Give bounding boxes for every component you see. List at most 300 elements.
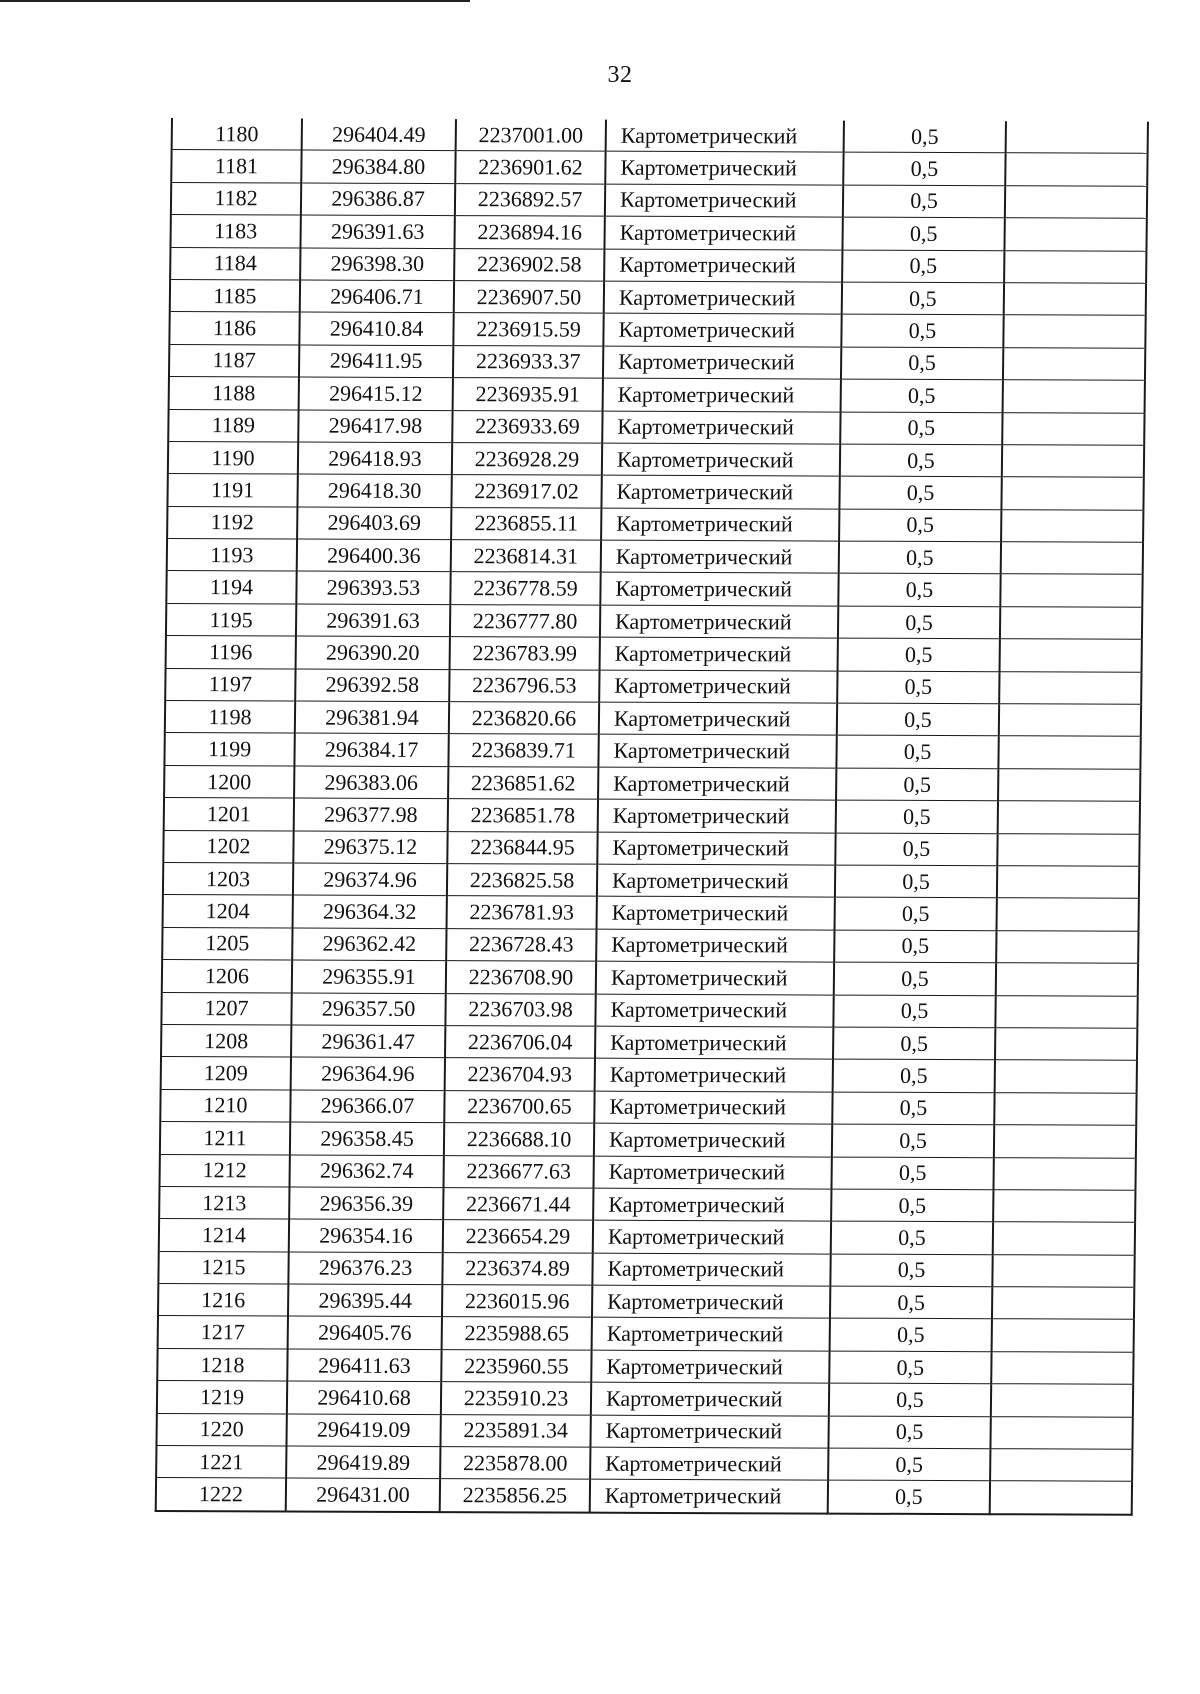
x-coordinate-cell: 296374.96 bbox=[293, 863, 447, 896]
method-cell: Картометрический bbox=[600, 637, 838, 670]
accuracy-cell: 0,5 bbox=[831, 1221, 993, 1254]
y-coordinate-cell: 2236677.63 bbox=[443, 1155, 593, 1188]
accuracy-cell: 0,5 bbox=[829, 1351, 991, 1384]
table-row bbox=[164, 733, 1140, 769]
point-number-cell: 1199 bbox=[164, 733, 294, 766]
accuracy-cell: 0,5 bbox=[838, 638, 1000, 671]
note-cell bbox=[997, 833, 1139, 866]
accuracy-cell: 0,5 bbox=[838, 606, 1000, 639]
table-row bbox=[162, 927, 1138, 963]
y-coordinate-cell: 2236907.50 bbox=[454, 281, 604, 314]
method-cell: Картометрический bbox=[597, 897, 835, 930]
accuracy-cell: 0,5 bbox=[841, 314, 1003, 347]
accuracy-cell: 0,5 bbox=[830, 1286, 992, 1319]
accuracy-cell: 0,5 bbox=[828, 1448, 990, 1481]
accuracy-cell: 0,5 bbox=[829, 1383, 991, 1416]
point-number-cell: 1217 bbox=[158, 1316, 288, 1349]
table-row bbox=[163, 830, 1139, 866]
y-coordinate-cell: 2235891.34 bbox=[440, 1414, 590, 1447]
point-number-cell: 1200 bbox=[164, 765, 294, 798]
method-cell: Картометрический bbox=[595, 1026, 833, 1059]
point-number-cell: 1198 bbox=[165, 701, 295, 734]
y-coordinate-cell: 2235988.65 bbox=[442, 1317, 592, 1350]
note-cell bbox=[996, 930, 1138, 963]
accuracy-cell: 0,5 bbox=[837, 671, 999, 704]
point-number-cell: 1211 bbox=[160, 1122, 290, 1155]
method-cell: Картометрический bbox=[602, 443, 840, 476]
y-coordinate-cell: 2236902.58 bbox=[454, 248, 604, 281]
y-coordinate-cell: 2237001.00 bbox=[456, 119, 606, 151]
table-row bbox=[167, 539, 1143, 575]
x-coordinate-cell: 296393.53 bbox=[296, 571, 450, 604]
x-coordinate-cell: 296405.76 bbox=[288, 1316, 442, 1349]
table-row bbox=[167, 474, 1143, 510]
x-coordinate-cell: 296403.69 bbox=[297, 507, 451, 540]
note-cell bbox=[1005, 185, 1147, 218]
x-coordinate-cell: 296384.17 bbox=[294, 733, 448, 766]
method-cell: Картометрический bbox=[590, 1447, 828, 1480]
table-row bbox=[170, 247, 1146, 283]
point-number-cell: 1207 bbox=[161, 992, 291, 1025]
y-coordinate-cell: 2236778.59 bbox=[450, 572, 600, 605]
x-coordinate-cell: 296406.71 bbox=[300, 280, 454, 313]
accuracy-cell: 0,5 bbox=[839, 476, 1001, 509]
method-cell: Картометрический bbox=[605, 184, 843, 217]
point-number-cell: 1191 bbox=[167, 474, 297, 507]
x-coordinate-cell: 296355.91 bbox=[292, 960, 446, 993]
x-coordinate-cell: 296362.42 bbox=[292, 928, 446, 961]
y-coordinate-cell: 2236855.11 bbox=[451, 507, 601, 540]
point-number-cell: 1180 bbox=[172, 118, 302, 150]
table-row bbox=[169, 377, 1145, 413]
accuracy-cell: 0,5 bbox=[831, 1157, 993, 1190]
y-coordinate-cell: 2236933.37 bbox=[453, 345, 603, 378]
method-cell: Картометрический bbox=[595, 1058, 833, 1091]
x-coordinate-cell: 296375.12 bbox=[293, 831, 447, 864]
point-number-cell: 1206 bbox=[162, 960, 292, 993]
x-coordinate-cell: 296415.12 bbox=[299, 377, 453, 410]
y-coordinate-cell: 2236915.59 bbox=[453, 313, 603, 346]
point-number-cell: 1203 bbox=[163, 862, 293, 895]
table-row bbox=[161, 1057, 1137, 1093]
point-number-cell: 1202 bbox=[163, 830, 293, 863]
table-row bbox=[159, 1186, 1135, 1222]
table-row bbox=[171, 150, 1147, 186]
table-row bbox=[169, 344, 1145, 380]
table-row bbox=[167, 506, 1143, 542]
y-coordinate-cell: 2236706.04 bbox=[445, 1026, 595, 1059]
note-cell bbox=[999, 704, 1141, 737]
y-coordinate-cell: 2236015.96 bbox=[442, 1285, 592, 1318]
note-cell bbox=[997, 898, 1139, 931]
y-coordinate-cell: 2236796.53 bbox=[449, 669, 599, 702]
y-coordinate-cell: 2236374.89 bbox=[442, 1252, 592, 1285]
method-cell: Картометрический bbox=[606, 120, 844, 153]
x-coordinate-cell: 296366.07 bbox=[290, 1090, 444, 1123]
accuracy-cell: 0,5 bbox=[836, 800, 998, 833]
note-cell bbox=[1006, 121, 1148, 153]
table-row bbox=[161, 992, 1137, 1028]
note-cell bbox=[1001, 542, 1143, 575]
note-cell bbox=[1003, 315, 1145, 348]
method-cell: Картометрический bbox=[604, 249, 842, 282]
x-coordinate-cell: 296356.39 bbox=[289, 1187, 443, 1220]
x-coordinate-cell: 296395.44 bbox=[288, 1284, 442, 1317]
point-number-cell: 1201 bbox=[164, 798, 294, 831]
accuracy-cell: 0,5 bbox=[833, 1059, 995, 1092]
point-number-cell: 1204 bbox=[163, 895, 293, 928]
note-cell bbox=[994, 1092, 1136, 1125]
point-number-cell: 1189 bbox=[168, 409, 298, 442]
y-coordinate-cell: 2236777.80 bbox=[450, 604, 600, 637]
note-cell bbox=[994, 1125, 1136, 1158]
x-coordinate-cell: 296384.80 bbox=[301, 150, 455, 183]
method-cell: Картометрический bbox=[594, 1091, 832, 1124]
table-row bbox=[166, 636, 1142, 672]
x-coordinate-cell: 296418.30 bbox=[297, 474, 451, 507]
accuracy-cell: 0,5 bbox=[835, 833, 997, 866]
point-number-cell: 1213 bbox=[159, 1186, 289, 1219]
table-row bbox=[161, 1024, 1137, 1060]
point-number-cell: 1209 bbox=[161, 1057, 291, 1090]
point-number-cell: 1197 bbox=[165, 668, 295, 701]
x-coordinate-cell: 296419.89 bbox=[286, 1446, 440, 1479]
accuracy-cell: 0,5 bbox=[836, 736, 998, 769]
table-row bbox=[158, 1316, 1134, 1352]
point-number-cell: 1208 bbox=[161, 1024, 291, 1057]
accuracy-cell: 0,5 bbox=[828, 1416, 990, 1449]
x-coordinate-cell: 296357.50 bbox=[291, 993, 445, 1026]
method-cell: Картометрический bbox=[603, 378, 841, 411]
accuracy-cell: 0,5 bbox=[830, 1254, 992, 1287]
note-cell bbox=[995, 1060, 1137, 1093]
y-coordinate-cell: 2236783.99 bbox=[450, 637, 600, 670]
method-cell: Картометрический bbox=[604, 216, 842, 249]
point-number-cell: 1188 bbox=[169, 377, 299, 410]
note-cell bbox=[1000, 639, 1142, 672]
table-row bbox=[166, 571, 1142, 607]
point-number-cell: 1210 bbox=[160, 1089, 290, 1122]
note-cell bbox=[992, 1254, 1134, 1287]
y-coordinate-cell: 2236703.98 bbox=[445, 993, 595, 1026]
accuracy-cell: 0,5 bbox=[841, 379, 1003, 412]
note-cell bbox=[1005, 153, 1147, 186]
y-coordinate-cell: 2236851.62 bbox=[448, 766, 598, 799]
method-cell: Картометрический bbox=[603, 346, 841, 379]
y-coordinate-cell: 2236671.44 bbox=[443, 1187, 593, 1220]
table-row bbox=[165, 701, 1141, 737]
x-coordinate-cell: 296411.63 bbox=[287, 1349, 441, 1382]
accuracy-cell: 0,5 bbox=[842, 250, 1004, 283]
point-number-cell: 1222 bbox=[156, 1478, 286, 1511]
point-number-cell: 1185 bbox=[170, 279, 300, 312]
method-cell: Картометрический bbox=[593, 1220, 831, 1253]
accuracy-cell: 0,5 bbox=[839, 509, 1001, 542]
point-number-cell: 1181 bbox=[171, 150, 301, 183]
point-number-cell: 1220 bbox=[156, 1413, 286, 1446]
note-cell bbox=[992, 1287, 1134, 1320]
method-cell: Картометрический bbox=[601, 540, 839, 573]
x-coordinate-cell: 296391.63 bbox=[296, 604, 450, 637]
table-row bbox=[164, 765, 1140, 801]
x-coordinate-cell: 296361.47 bbox=[291, 1025, 445, 1058]
method-cell: Картометрический bbox=[598, 799, 836, 832]
y-coordinate-cell: 2236928.29 bbox=[452, 442, 602, 475]
table-row bbox=[164, 798, 1140, 834]
top-border-line bbox=[0, 0, 470, 2]
accuracy-cell: 0,5 bbox=[840, 412, 1002, 445]
y-coordinate-cell: 2236781.93 bbox=[447, 896, 597, 929]
table-row bbox=[165, 668, 1141, 704]
x-coordinate-cell: 296392.58 bbox=[295, 669, 449, 702]
coordinates-table bbox=[155, 118, 1149, 1516]
y-coordinate-cell: 2235856.25 bbox=[440, 1479, 590, 1512]
method-cell: Картометрический bbox=[592, 1253, 830, 1286]
y-coordinate-cell: 2236851.78 bbox=[448, 799, 598, 832]
note-cell bbox=[993, 1190, 1135, 1223]
method-cell: Картометрический bbox=[598, 735, 836, 768]
table-row bbox=[160, 1154, 1136, 1190]
method-cell: Картометрический bbox=[601, 475, 839, 508]
y-coordinate-cell: 2236933.69 bbox=[452, 410, 602, 443]
accuracy-cell: 0,5 bbox=[838, 574, 1000, 607]
y-coordinate-cell: 2236825.58 bbox=[447, 864, 597, 897]
method-cell: Картометрический bbox=[594, 1123, 832, 1156]
table-row bbox=[158, 1284, 1134, 1320]
x-coordinate-cell: 296364.96 bbox=[291, 1057, 445, 1090]
accuracy-cell: 0,5 bbox=[844, 121, 1006, 154]
x-coordinate-cell: 296410.84 bbox=[299, 312, 453, 345]
x-coordinate-cell: 296358.45 bbox=[290, 1122, 444, 1155]
table-row bbox=[158, 1251, 1134, 1287]
note-cell bbox=[991, 1352, 1133, 1385]
accuracy-cell: 0,5 bbox=[834, 962, 996, 995]
accuracy-cell: 0,5 bbox=[832, 1092, 994, 1125]
method-cell: Картометрический bbox=[602, 411, 840, 444]
method-cell: Картометрический bbox=[595, 994, 833, 1027]
method-cell: Картометрический bbox=[590, 1480, 828, 1514]
method-cell: Картометрический bbox=[597, 832, 835, 865]
method-cell: Картометрический bbox=[590, 1415, 828, 1448]
x-coordinate-cell: 296410.68 bbox=[287, 1381, 441, 1414]
accuracy-cell: 0,5 bbox=[828, 1480, 990, 1514]
point-number-cell: 1219 bbox=[157, 1381, 287, 1414]
point-number-cell: 1194 bbox=[166, 571, 296, 604]
x-coordinate-cell: 296404.49 bbox=[302, 119, 456, 151]
x-coordinate-cell: 296364.32 bbox=[293, 895, 447, 928]
x-coordinate-cell: 296417.98 bbox=[298, 410, 452, 443]
y-coordinate-cell: 2236704.93 bbox=[445, 1058, 595, 1091]
y-coordinate-cell: 2236708.90 bbox=[446, 961, 596, 994]
y-coordinate-cell: 2236917.02 bbox=[451, 475, 601, 508]
table-row bbox=[169, 312, 1145, 348]
table-row bbox=[162, 960, 1138, 996]
y-coordinate-cell: 2235878.00 bbox=[440, 1447, 590, 1480]
note-cell bbox=[996, 963, 1138, 996]
note-cell bbox=[1004, 250, 1146, 283]
method-cell: Картометрический bbox=[592, 1318, 830, 1351]
note-cell bbox=[1004, 218, 1146, 251]
point-number-cell: 1186 bbox=[169, 312, 299, 345]
method-cell: Картометрический bbox=[596, 929, 834, 962]
table-row bbox=[170, 215, 1146, 251]
point-number-cell: 1190 bbox=[168, 441, 298, 474]
table-row bbox=[163, 862, 1139, 898]
x-coordinate-cell: 296386.87 bbox=[301, 183, 455, 216]
y-coordinate-cell: 2236844.95 bbox=[447, 831, 597, 864]
accuracy-cell: 0,5 bbox=[839, 541, 1001, 574]
method-cell: Картометрический bbox=[603, 314, 841, 347]
accuracy-cell: 0,5 bbox=[837, 703, 999, 736]
point-number-cell: 1214 bbox=[159, 1219, 289, 1252]
note-cell bbox=[998, 769, 1140, 802]
method-cell: Картометрический bbox=[591, 1382, 829, 1415]
accuracy-cell: 0,5 bbox=[831, 1189, 993, 1222]
accuracy-cell: 0,5 bbox=[842, 217, 1004, 250]
method-cell: Картометрический bbox=[599, 670, 837, 703]
table-row bbox=[156, 1413, 1132, 1449]
table-row bbox=[172, 118, 1148, 154]
y-coordinate-cell: 2236820.66 bbox=[449, 702, 599, 735]
note-cell bbox=[998, 801, 1140, 834]
note-cell bbox=[1000, 574, 1142, 607]
note-cell bbox=[998, 736, 1140, 769]
x-coordinate-cell: 296431.00 bbox=[286, 1478, 440, 1511]
point-number-cell: 1218 bbox=[157, 1348, 287, 1381]
x-coordinate-cell: 296354.16 bbox=[289, 1219, 443, 1252]
point-number-cell: 1205 bbox=[162, 927, 292, 960]
table-row bbox=[157, 1381, 1133, 1417]
method-cell: Картометрический bbox=[593, 1188, 831, 1221]
point-number-cell: 1215 bbox=[158, 1251, 288, 1284]
note-cell bbox=[990, 1481, 1132, 1514]
note-cell bbox=[1003, 380, 1145, 413]
note-cell bbox=[997, 866, 1139, 899]
x-coordinate-cell: 296383.06 bbox=[294, 766, 448, 799]
method-cell: Картометрический bbox=[600, 605, 838, 638]
table-row bbox=[160, 1122, 1136, 1158]
y-coordinate-cell: 2236700.65 bbox=[444, 1090, 594, 1123]
y-coordinate-cell: 2236901.62 bbox=[455, 151, 605, 184]
point-number-cell: 1212 bbox=[160, 1154, 290, 1187]
point-number-cell: 1221 bbox=[156, 1446, 286, 1479]
note-cell bbox=[991, 1384, 1133, 1417]
table-row bbox=[160, 1089, 1136, 1125]
x-coordinate-cell: 296418.93 bbox=[298, 442, 452, 475]
table-row bbox=[171, 182, 1147, 218]
method-cell: Картометрический bbox=[599, 702, 837, 735]
accuracy-cell: 0,5 bbox=[836, 768, 998, 801]
note-cell bbox=[1002, 412, 1144, 445]
note-cell bbox=[1001, 509, 1143, 542]
note-cell bbox=[1004, 283, 1146, 316]
note-cell bbox=[993, 1157, 1135, 1190]
note-cell bbox=[1001, 477, 1143, 510]
y-coordinate-cell: 2236654.29 bbox=[443, 1220, 593, 1253]
y-coordinate-cell: 2235910.23 bbox=[441, 1382, 591, 1415]
point-number-cell: 1182 bbox=[171, 182, 301, 215]
x-coordinate-cell: 296377.98 bbox=[294, 798, 448, 831]
y-coordinate-cell: 2236935.91 bbox=[453, 378, 603, 411]
table-body bbox=[156, 118, 1148, 1515]
method-cell: Картометрический bbox=[601, 508, 839, 541]
y-coordinate-cell: 2235960.55 bbox=[441, 1349, 591, 1382]
x-coordinate-cell: 296376.23 bbox=[288, 1252, 442, 1285]
accuracy-cell: 0,5 bbox=[843, 185, 1005, 218]
point-number-cell: 1192 bbox=[167, 506, 297, 539]
table-row bbox=[170, 279, 1146, 315]
table-row bbox=[163, 895, 1139, 931]
x-coordinate-cell: 296419.09 bbox=[286, 1414, 440, 1447]
note-cell bbox=[992, 1319, 1134, 1352]
table-row bbox=[166, 603, 1142, 639]
table-row bbox=[168, 409, 1144, 445]
accuracy-cell: 0,5 bbox=[833, 995, 995, 1028]
accuracy-cell: 0,5 bbox=[843, 152, 1005, 185]
table-row bbox=[157, 1348, 1133, 1384]
method-cell: Картометрический bbox=[597, 864, 835, 897]
note-cell bbox=[999, 671, 1141, 704]
note-cell bbox=[993, 1222, 1135, 1255]
table-row bbox=[156, 1446, 1132, 1482]
accuracy-cell: 0,5 bbox=[830, 1319, 992, 1352]
method-cell: Картометрический bbox=[591, 1350, 829, 1383]
point-number-cell: 1196 bbox=[166, 636, 296, 669]
x-coordinate-cell: 296362.74 bbox=[290, 1154, 444, 1187]
note-cell bbox=[1003, 347, 1145, 380]
method-cell: Картометрический bbox=[598, 767, 836, 800]
accuracy-cell: 0,5 bbox=[842, 282, 1004, 315]
accuracy-cell: 0,5 bbox=[834, 930, 996, 963]
x-coordinate-cell: 296411.95 bbox=[299, 345, 453, 378]
method-cell: Картометрический bbox=[605, 152, 843, 185]
point-number-cell: 1183 bbox=[170, 215, 300, 248]
accuracy-cell: 0,5 bbox=[833, 1027, 995, 1060]
method-cell: Картометрический bbox=[596, 961, 834, 994]
note-cell bbox=[995, 995, 1137, 1028]
page-number: 32 bbox=[607, 62, 633, 88]
note-cell bbox=[995, 1028, 1137, 1061]
accuracy-cell: 0,5 bbox=[835, 897, 997, 930]
accuracy-cell: 0,5 bbox=[835, 865, 997, 898]
point-number-cell: 1184 bbox=[170, 247, 300, 280]
point-number-cell: 1187 bbox=[169, 344, 299, 377]
point-number-cell: 1193 bbox=[167, 539, 297, 572]
note-cell bbox=[990, 1416, 1132, 1449]
x-coordinate-cell: 296391.63 bbox=[300, 215, 454, 248]
accuracy-cell: 0,5 bbox=[832, 1124, 994, 1157]
point-number-cell: 1195 bbox=[166, 603, 296, 636]
y-coordinate-cell: 2236894.16 bbox=[454, 216, 604, 249]
table-row bbox=[159, 1219, 1135, 1255]
table-row bbox=[168, 441, 1144, 477]
table-row bbox=[156, 1478, 1132, 1515]
note-cell bbox=[1000, 607, 1142, 640]
note-cell bbox=[1002, 445, 1144, 478]
method-cell: Картометрический bbox=[604, 281, 842, 314]
x-coordinate-cell: 296390.20 bbox=[296, 636, 450, 669]
method-cell: Картометрический bbox=[600, 573, 838, 606]
x-coordinate-cell: 296381.94 bbox=[295, 701, 449, 734]
y-coordinate-cell: 2236728.43 bbox=[446, 928, 596, 961]
accuracy-cell: 0,5 bbox=[841, 347, 1003, 380]
note-cell bbox=[990, 1449, 1132, 1482]
point-number-cell: 1216 bbox=[158, 1284, 288, 1317]
y-coordinate-cell: 2236688.10 bbox=[444, 1123, 594, 1156]
x-coordinate-cell: 296400.36 bbox=[297, 539, 451, 572]
y-coordinate-cell: 2236839.71 bbox=[448, 734, 598, 767]
accuracy-cell: 0,5 bbox=[840, 444, 1002, 477]
